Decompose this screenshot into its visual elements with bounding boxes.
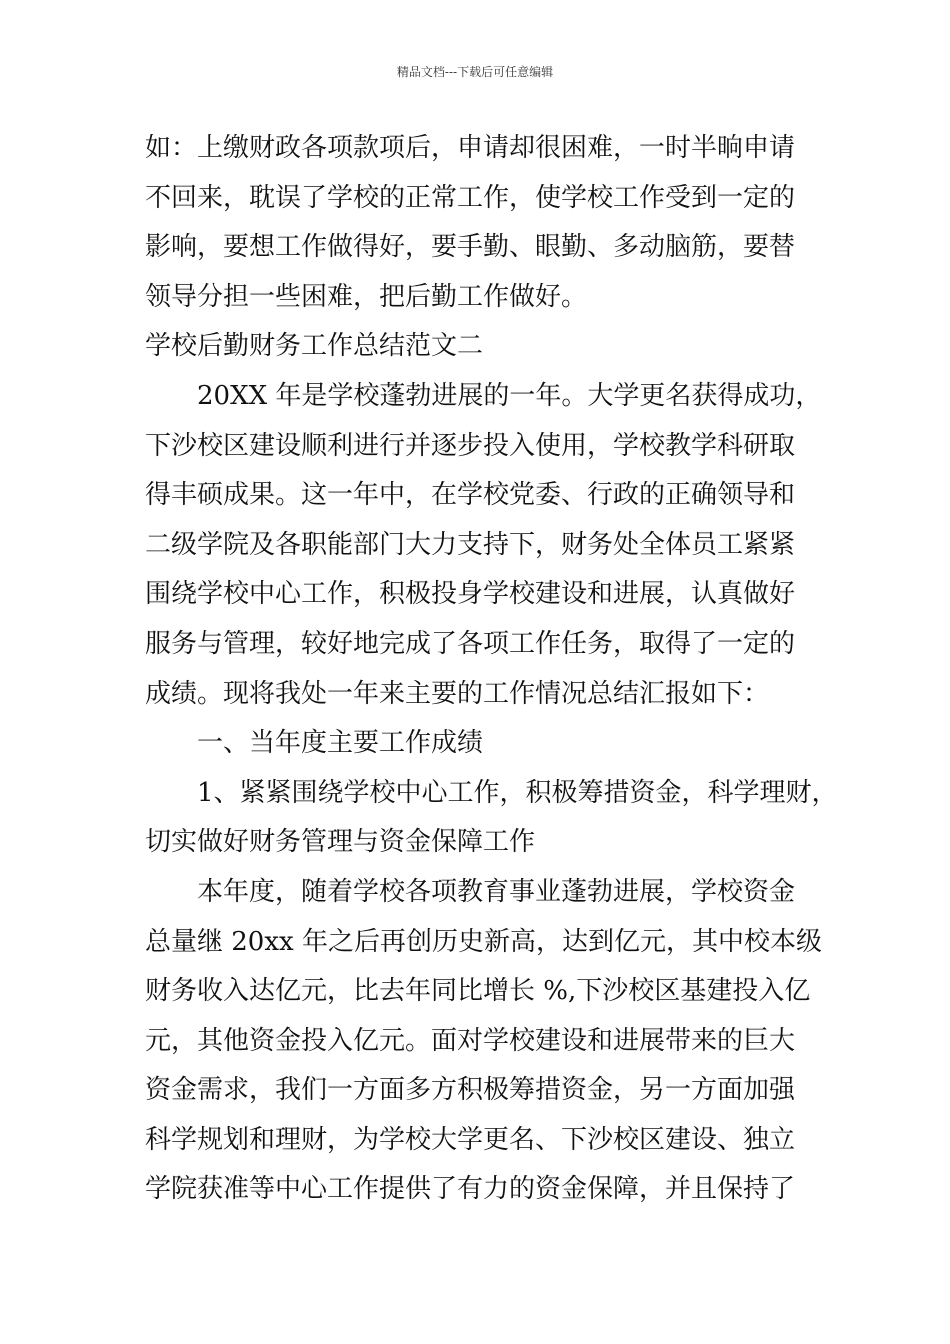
text-line: 切实做好财务管理与资金保障工作 [145,827,536,858]
text-line: 成绩。现将我处一年来主要的工作情况总结汇报如下： [145,678,770,709]
text-line: 二级学院及各职能部门大力支持下，财务处全体员工紧紧 [145,529,796,560]
text-line: 元，其他资金投入亿元。面对学校建设和进展带来的巨大 [145,1025,796,1056]
text-line: 围绕学校中心工作，积极投身学校建设和进展，认真做好 [145,579,796,610]
text-line: 总量继 20xx 年之后再创历史新高，达到亿元，其中校本级 [145,926,822,957]
text-line: 资金需求，我们一方面多方积极筹措资金，另一方面加强 [145,1075,796,1106]
page-header: 精品文档---下载后可任意编辑 [396,65,554,79]
text-line: 影响，要想工作做得好，要手勤、眼勤、多动脑筋，要替 [145,232,796,263]
text-line: 20XX 年是学校蓬勃进展的一年。大学更名获得成功， [197,380,822,411]
text-line: 科学规划和理财，为学校大学更名、下沙校区建设、独立 [145,1124,796,1155]
text-line: 本年度，随着学校各项教育事业蓬勃进展，学校资金 [197,876,796,907]
text-line: 学院获准等中心工作提供了有力的资金保障，并且保持了 [145,1174,796,1205]
section-heading: 学校后勤财务工作总结范文二 [145,331,484,362]
subsection-heading: 一、当年度主要工作成绩 [197,728,484,759]
text-line: 下沙校区建设顺利进行并逐步投入使用，学校教学科研取 [145,430,796,461]
text-line: 领导分担一些困难，把后勤工作做好。 [145,281,588,312]
text-line: 服务与管理，较好地完成了各项工作任务，取得了一定的 [145,628,796,659]
text-line: 不回来，耽误了学校的正常工作，使学校工作受到一定的 [145,182,796,213]
text-line: 财务收入达亿元，比去年同比增长 %,下沙校区基建投入亿 [145,976,811,1007]
text-line: 如：上缴财政各项款项后，申请却很困难，一时半晌申请 [145,133,796,163]
document-body [145,124,838,1215]
text-line: 得丰硕成果。这一年中，在学校党委、行政的正确领导和 [145,480,796,511]
text-line: 1、紧紧围绕学校中心工作，积极筹措资金，科学理财， [197,777,838,808]
